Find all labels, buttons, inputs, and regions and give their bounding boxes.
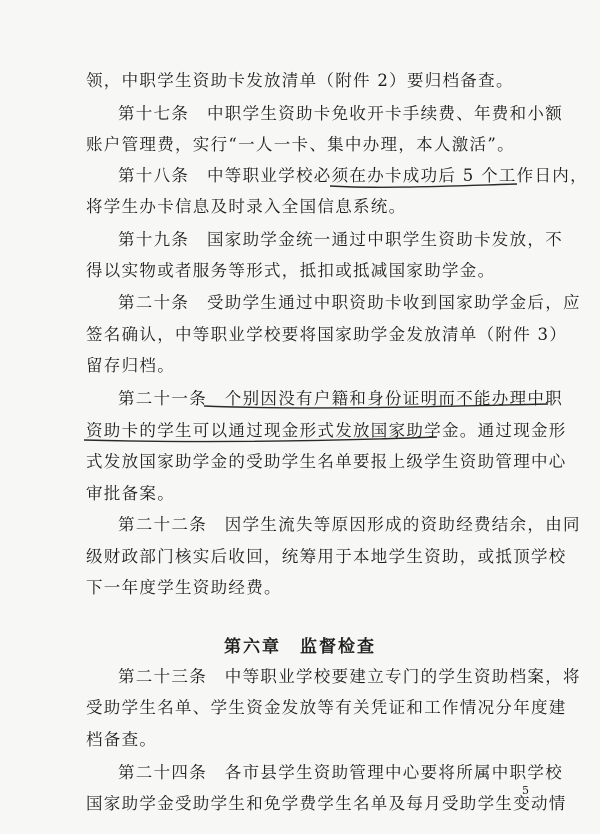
text-line: 下一年度学生资助经费。	[86, 578, 282, 597]
text-line: 账户管理费，实行“一人一卡、集中办理，本人激活”。	[86, 135, 515, 154]
text-line: 领，中职学生资助卡发放清单（附件 2）要归档备查。	[86, 71, 514, 90]
chapter-heading: 第六章 监督检查	[224, 637, 376, 657]
text-line: 第二十三条 中等职业学校要建立专门的学生资助档案，将	[118, 667, 581, 686]
text-line: 档备查。	[86, 730, 158, 749]
text-line: 留存归档。	[86, 356, 175, 375]
text-line: 得以实物或者服务等形式，抵扣或抵减国家助学金。	[86, 261, 496, 280]
text-line: 第二十条 受助学生通过中职资助卡收到国家助学金后，应	[118, 293, 581, 312]
text-line: 审批备案。	[86, 484, 175, 503]
text-line: 国家助学金受助学生和免学费学生名单及每月受助学生变动情	[86, 794, 567, 813]
text-line: 第二十二条 因学生流失等原因形成的资助经费结余，由同	[118, 515, 581, 534]
text-line: 第十七条 中职学生资助卡免收开卡手续费、年费和小额	[118, 104, 563, 123]
text-line: 签名确认，中等职业学校要将国家助学金发放清单（附件 3）	[86, 325, 568, 344]
page-number: 5	[522, 784, 529, 797]
text-line: 第二十一条 个别因没有户籍和身份证明而不能办理中职	[118, 389, 563, 408]
text-line: 第十八条 中等职业学校必须在办卡成功后 5 个工作日内，	[118, 166, 588, 185]
text-line: 将学生办卡信息及时录入全国信息系统。	[86, 197, 407, 216]
text-line: 第二十四条 各市县学生资助管理中心要将所属中职学校	[118, 763, 563, 782]
text-line: 第十九条 国家助学金统一通过中职学生资助卡发放，不	[118, 230, 563, 249]
text-line: 资助卡的学生可以通过现金形式发放国家助学金。通过现金形	[86, 421, 567, 440]
text-line: 受助学生名单、学生资金发放等有关凭证和工作情况分年度建	[86, 698, 567, 717]
text-line: 式发放国家助学金的受助学生名单要报上级学生资助管理中心	[86, 452, 567, 471]
text-line: 级财政部门核实后收回，统筹用于本地学生资助，或抵顶学校	[86, 547, 567, 566]
